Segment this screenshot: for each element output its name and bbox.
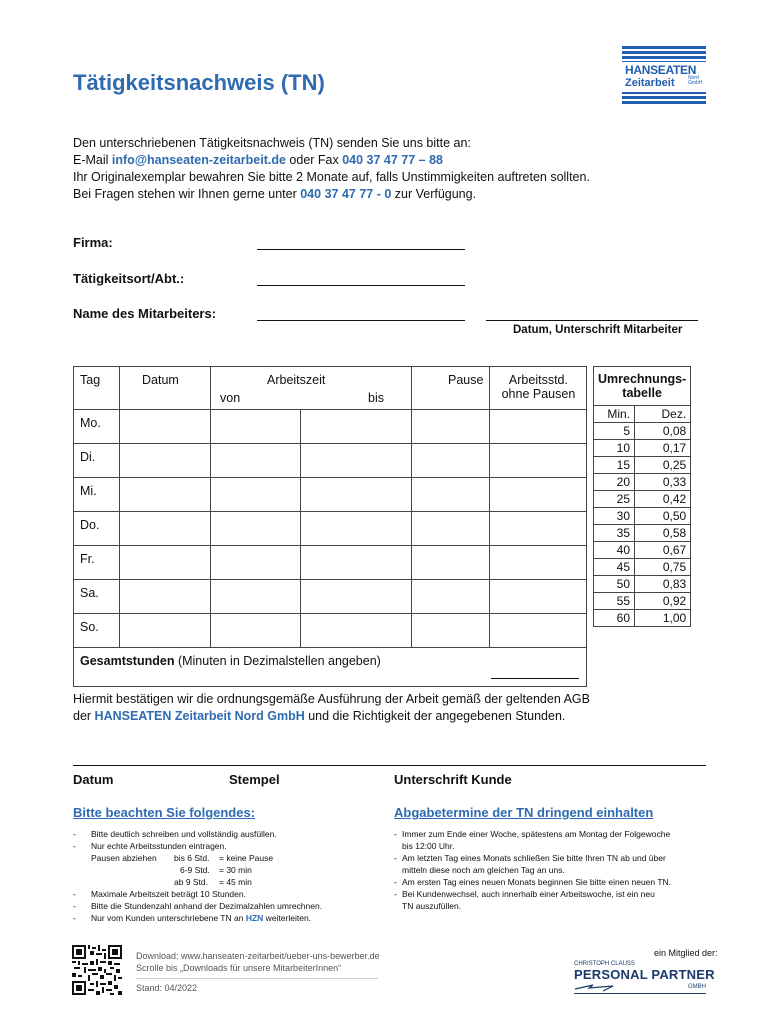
table-row-fr bbox=[74, 546, 587, 580]
pause-cell[interactable] bbox=[412, 512, 490, 546]
fax-number: 040 37 47 77 – 88 bbox=[342, 153, 444, 167]
pause-row bbox=[73, 864, 383, 876]
list-item-continued: bis 12:00 Uhr. bbox=[402, 841, 455, 851]
footer-stand: Stand: 04/2022 bbox=[136, 983, 198, 993]
datum-cell[interactable] bbox=[120, 512, 211, 546]
page-title: Tätigkeitsnachweis (TN) bbox=[73, 70, 325, 95]
stunden-cell[interactable] bbox=[490, 478, 587, 512]
conversion-min: 5 bbox=[594, 423, 635, 440]
conversion-dez: 0,42 bbox=[635, 491, 691, 508]
conversion-row bbox=[594, 525, 691, 542]
conversion-title bbox=[594, 367, 691, 406]
conversion-row bbox=[594, 576, 691, 593]
confirm-suffix: und die Richtigkeit der angegebenen Stunden. bbox=[304, 709, 566, 723]
header-von-label: von bbox=[220, 391, 241, 405]
table-row-mi bbox=[74, 478, 587, 512]
member-label: ein Mitglied der: bbox=[654, 948, 718, 958]
list-item: - Nur vom Kunden unterschriebene TN an HZN weiterleiten. bbox=[73, 913, 312, 923]
stunden-cell[interactable] bbox=[490, 512, 587, 546]
note-text: Nur vom Kunden unterschriebene TN an bbox=[91, 913, 246, 923]
total-text bbox=[80, 654, 381, 668]
notes-left-list bbox=[73, 828, 383, 924]
total-hint: (Minuten in Dezimalstellen angeben) bbox=[174, 654, 381, 668]
conversion-min: 35 bbox=[594, 525, 635, 542]
confirm-line1: Hiermit bestätigen wir die ordnungsgemäße Ausführung der Arbeit gemäß der geltenden AGB bbox=[73, 692, 590, 706]
logo-line2: Zeitarbeit bbox=[625, 77, 675, 89]
day-label: Do. bbox=[80, 518, 100, 532]
table-row-do bbox=[74, 512, 587, 546]
conversion-min: 30 bbox=[594, 508, 635, 525]
von-cell[interactable] bbox=[211, 546, 301, 580]
list-item: - Bitte die Stundenzahl anhand der Dezimalzahlen umrechnen. bbox=[73, 901, 323, 911]
pause-cell[interactable] bbox=[412, 410, 490, 444]
conversion-min: 45 bbox=[594, 559, 635, 576]
note-text: Maximale Arbeitszeit beträgt 10 Stunden. bbox=[91, 889, 246, 899]
conversion-dez: 0,83 bbox=[635, 576, 691, 593]
header-arbeitsstd bbox=[490, 367, 587, 410]
pause-row bbox=[73, 876, 383, 888]
note-text: Immer zum Ende einer Woche, spätestens am Montag der Folgewoche bbox=[402, 829, 671, 839]
hanseaten-logo bbox=[622, 46, 706, 106]
footer-divider bbox=[136, 978, 378, 979]
customer-signature-line[interactable] bbox=[73, 765, 706, 766]
table-row-so bbox=[74, 614, 587, 648]
table-row-di bbox=[74, 444, 587, 478]
datum-cell[interactable] bbox=[120, 410, 211, 444]
conversion-row bbox=[594, 491, 691, 508]
table-row-sa bbox=[74, 580, 587, 614]
day-label: Sa. bbox=[80, 586, 99, 600]
conversion-row bbox=[594, 610, 691, 627]
employee-signature-label: Datum, Unterschrift Mitarbeiter bbox=[513, 324, 683, 336]
conversion-dez: 1,00 bbox=[635, 610, 691, 627]
header-arbeitsstd-line1: Arbeitsstd. bbox=[508, 373, 568, 387]
list-item: - Bitte deutlich schreiben und vollständig ausfüllen. bbox=[73, 829, 277, 839]
name-field[interactable] bbox=[257, 320, 465, 321]
day-cell bbox=[74, 410, 120, 444]
von-cell[interactable] bbox=[211, 478, 301, 512]
note-text: Bei Kundenwechsel, auch innerhalb einer Arbeitswoche, ist ein neu bbox=[402, 889, 655, 899]
total-cell bbox=[74, 648, 587, 687]
timesheet-table bbox=[73, 366, 587, 687]
conversion-min: 20 bbox=[594, 474, 635, 491]
header-pause-label: Pause bbox=[448, 373, 484, 387]
company-name: HANSEATEN Zeitarbeit Nord GmbH bbox=[94, 709, 305, 723]
total-label: Gesamtstunden bbox=[80, 654, 175, 668]
von-cell[interactable] bbox=[211, 410, 301, 444]
conversion-row bbox=[594, 542, 691, 559]
conversion-dez: 0,92 bbox=[635, 593, 691, 610]
pause-cell[interactable] bbox=[412, 546, 490, 580]
von-cell[interactable] bbox=[211, 580, 301, 614]
stunden-cell[interactable] bbox=[490, 580, 587, 614]
bis-cell[interactable] bbox=[301, 614, 412, 648]
stunden-cell[interactable] bbox=[490, 546, 587, 580]
note-text: Nur echte Arbeitsstunden eintragen. bbox=[91, 841, 227, 851]
conversion-dez: 0,58 bbox=[635, 525, 691, 542]
intro-line1: Den unterschriebenen Tätigkeitsnachweis (TN) senden Sie uns bitte an: bbox=[73, 136, 471, 150]
qr-code-icon bbox=[72, 945, 122, 995]
note-text: weiterleiten. bbox=[263, 913, 312, 923]
phone-suffix: zur Verfügung. bbox=[391, 187, 477, 201]
table-row-mo bbox=[74, 410, 587, 444]
conversion-title-line2: tabelle bbox=[622, 386, 662, 400]
header-pause bbox=[412, 367, 490, 410]
datum-cell[interactable] bbox=[120, 444, 211, 478]
conversion-title-line1: Umrechnungs- bbox=[598, 372, 687, 386]
pp-logo-text: PERSONAL PARTNER bbox=[574, 967, 715, 982]
stunden-cell[interactable] bbox=[490, 410, 587, 444]
confirm-prefix: der bbox=[73, 709, 95, 723]
confirm-line2 bbox=[73, 709, 565, 723]
list-item-continued: TN auszufüllen. bbox=[402, 901, 462, 911]
stunden-cell[interactable] bbox=[490, 444, 587, 478]
pause-value: = 30 min bbox=[219, 865, 252, 875]
pause-cell[interactable] bbox=[412, 478, 490, 512]
intro-line4 bbox=[73, 187, 476, 201]
conversion-row bbox=[594, 474, 691, 491]
list-item: - Maximale Arbeitszeit beträgt 10 Stunden. bbox=[73, 889, 246, 899]
firma-field[interactable] bbox=[257, 249, 465, 250]
datum-cell[interactable] bbox=[120, 614, 211, 648]
ort-label: Tätigkeitsort/Abt.: bbox=[73, 271, 185, 286]
bis-cell[interactable] bbox=[301, 444, 412, 478]
pause-value: = 45 min bbox=[219, 877, 252, 887]
list-item: - Am letzten Tag eines Monats schließen Sie bitte Ihren TN ab und über bbox=[394, 853, 666, 863]
note-text: Am letzten Tag eines Monats schließen Sie bitte Ihren TN ab und über bbox=[402, 853, 666, 863]
header-tag bbox=[74, 367, 120, 410]
conversion-min: 10 bbox=[594, 440, 635, 457]
employee-signature-field[interactable] bbox=[486, 320, 698, 321]
intro-line2 bbox=[73, 153, 443, 167]
logo-line3: Nord GmbH bbox=[688, 75, 703, 86]
datum-cell[interactable] bbox=[120, 580, 211, 614]
day-cell bbox=[74, 614, 120, 648]
header-arbeitszeit bbox=[211, 367, 412, 410]
pause-cell[interactable] bbox=[412, 614, 490, 648]
pause-range: bis 6 Std. bbox=[174, 853, 210, 863]
conversion-title-row bbox=[594, 367, 691, 406]
conversion-dez: 0,33 bbox=[635, 474, 691, 491]
bis-cell[interactable] bbox=[301, 512, 412, 546]
conversion-dez: 0,25 bbox=[635, 457, 691, 474]
von-cell[interactable] bbox=[211, 512, 301, 546]
sig-datum-label: Datum bbox=[73, 772, 114, 787]
day-label: Di. bbox=[80, 450, 96, 464]
day-label: So. bbox=[80, 620, 99, 634]
von-cell[interactable] bbox=[211, 614, 301, 648]
list-item-continued: mitteln diese noch am gleichen Tag an uns. bbox=[402, 865, 565, 875]
conversion-row bbox=[594, 559, 691, 576]
pp-gmbh-label: GMBH bbox=[688, 984, 706, 990]
datum-cell[interactable] bbox=[120, 546, 211, 580]
pp-small-label: CHRISTOPH CLAUSS bbox=[574, 961, 635, 967]
notes-right-list bbox=[394, 828, 714, 912]
pause-cell[interactable] bbox=[412, 444, 490, 478]
header-bis-label: bis bbox=[368, 391, 384, 405]
email-link[interactable]: info@hanseaten-zeitarbeit.de bbox=[111, 153, 286, 167]
table-header-row bbox=[74, 367, 587, 410]
name-label: Name des Mitarbeiters: bbox=[73, 306, 217, 321]
conversion-dez: 0,75 bbox=[635, 559, 691, 576]
phone-number: 040 37 47 77 - 0 bbox=[300, 187, 392, 201]
pause-value: = keine Pause bbox=[219, 853, 274, 863]
day-label: Mi. bbox=[80, 484, 97, 498]
note-text: Bitte die Stundenzahl anhand der Dezimalzahlen umrechnen. bbox=[91, 901, 323, 911]
day-cell bbox=[74, 546, 120, 580]
bis-cell[interactable] bbox=[301, 546, 412, 580]
conversion-dez: 0,08 bbox=[635, 423, 691, 440]
von-cell[interactable] bbox=[211, 444, 301, 478]
conversion-min: 60 bbox=[594, 610, 635, 627]
conversion-header-min: Min. bbox=[594, 406, 635, 423]
sig-kunde-label: Unterschrift Kunde bbox=[394, 772, 512, 787]
pause-cell[interactable] bbox=[412, 580, 490, 614]
day-label: Fr. bbox=[80, 552, 95, 566]
list-item: - Bei Kundenwechsel, auch innerhalb einer Arbeitswoche, ist ein neu bbox=[394, 889, 655, 899]
phone-prefix: Bei Fragen stehen wir Ihnen gerne unter bbox=[73, 187, 301, 201]
pause-intro: Pausen abziehen bbox=[91, 853, 157, 863]
conversion-table bbox=[593, 366, 691, 627]
header-arbeitszeit-label: Arbeitszeit bbox=[267, 373, 326, 387]
day-cell bbox=[74, 580, 120, 614]
conversion-row bbox=[594, 457, 691, 474]
conversion-row bbox=[594, 423, 691, 440]
pp-swoosh-icon bbox=[573, 983, 633, 993]
header-tag-label: Tag bbox=[80, 373, 101, 387]
notes-left-heading: Bitte beachten Sie folgendes: bbox=[73, 805, 256, 820]
conversion-header-row bbox=[594, 406, 691, 423]
conversion-row bbox=[594, 593, 691, 610]
conversion-dez: 0,17 bbox=[635, 440, 691, 457]
footer-download: Download: www.hanseaten-zeitarbeit/ueber-uns-bewerber.de bbox=[136, 951, 380, 961]
day-cell bbox=[74, 512, 120, 546]
conversion-header-dez: Dez. bbox=[635, 406, 691, 423]
note-text: Bitte deutlich schreiben und vollständig ausfüllen. bbox=[91, 829, 277, 839]
conversion-min: 50 bbox=[594, 576, 635, 593]
table-total-row bbox=[74, 648, 587, 687]
bis-cell[interactable] bbox=[301, 410, 412, 444]
bis-cell[interactable] bbox=[301, 478, 412, 512]
day-cell bbox=[74, 478, 120, 512]
conversion-min: 55 bbox=[594, 593, 635, 610]
conversion-row bbox=[594, 508, 691, 525]
header-datum-label: Datum bbox=[142, 373, 179, 387]
conversion-min: 40 bbox=[594, 542, 635, 559]
sig-stempel-label: Stempel bbox=[229, 772, 280, 787]
pause-range: 6-9 Std. bbox=[180, 865, 210, 875]
conversion-min: 15 bbox=[594, 457, 635, 474]
email-prefix: E-Mail bbox=[73, 153, 112, 167]
total-value-field[interactable] bbox=[491, 678, 579, 679]
header-arbeitsstd-line2: ohne Pausen bbox=[501, 387, 576, 401]
list-item: - Nur echte Arbeitsstunden eintragen. bbox=[73, 841, 227, 851]
fax-prefix: oder Fax bbox=[285, 153, 343, 167]
firma-label: Firma: bbox=[73, 235, 113, 250]
pp-underline bbox=[574, 993, 706, 994]
intro-line3: Ihr Originalexemplar bewahren Sie bitte 2 Monate auf, falls Unstimmigkeiten auftreten sollten. bbox=[73, 170, 590, 184]
bis-cell[interactable] bbox=[301, 580, 412, 614]
stunden-cell[interactable] bbox=[490, 614, 587, 648]
ort-field[interactable] bbox=[257, 285, 465, 286]
day-cell bbox=[74, 444, 120, 478]
list-item: - Am ersten Tag eines neuen Monats beginnen Sie bitte einen neuen TN. bbox=[394, 877, 672, 887]
hzn-label: HZN bbox=[245, 913, 264, 923]
footer-scroll: Scrolle bis „Downloads für unsere MitarbeiterInnen“ bbox=[136, 963, 342, 973]
conversion-row bbox=[594, 440, 691, 457]
datum-cell[interactable] bbox=[120, 478, 211, 512]
pause-row bbox=[73, 852, 383, 864]
conversion-dez: 0,67 bbox=[635, 542, 691, 559]
pause-range: ab 9 Std. bbox=[174, 877, 209, 887]
header-datum bbox=[120, 367, 211, 410]
note-text: Am ersten Tag eines neuen Monats beginnen Sie bitte einen neuen TN. bbox=[402, 877, 672, 887]
conversion-dez: 0,50 bbox=[635, 508, 691, 525]
day-label: Mo. bbox=[80, 416, 101, 430]
list-item: - Immer zum Ende einer Woche, spätestens am Montag der Folgewoche bbox=[394, 829, 671, 839]
logo-line1: HANSEATEN bbox=[625, 63, 697, 77]
notes-right-heading: Abgabetermine der TN dringend einhalten bbox=[394, 805, 654, 820]
conversion-min: 25 bbox=[594, 491, 635, 508]
